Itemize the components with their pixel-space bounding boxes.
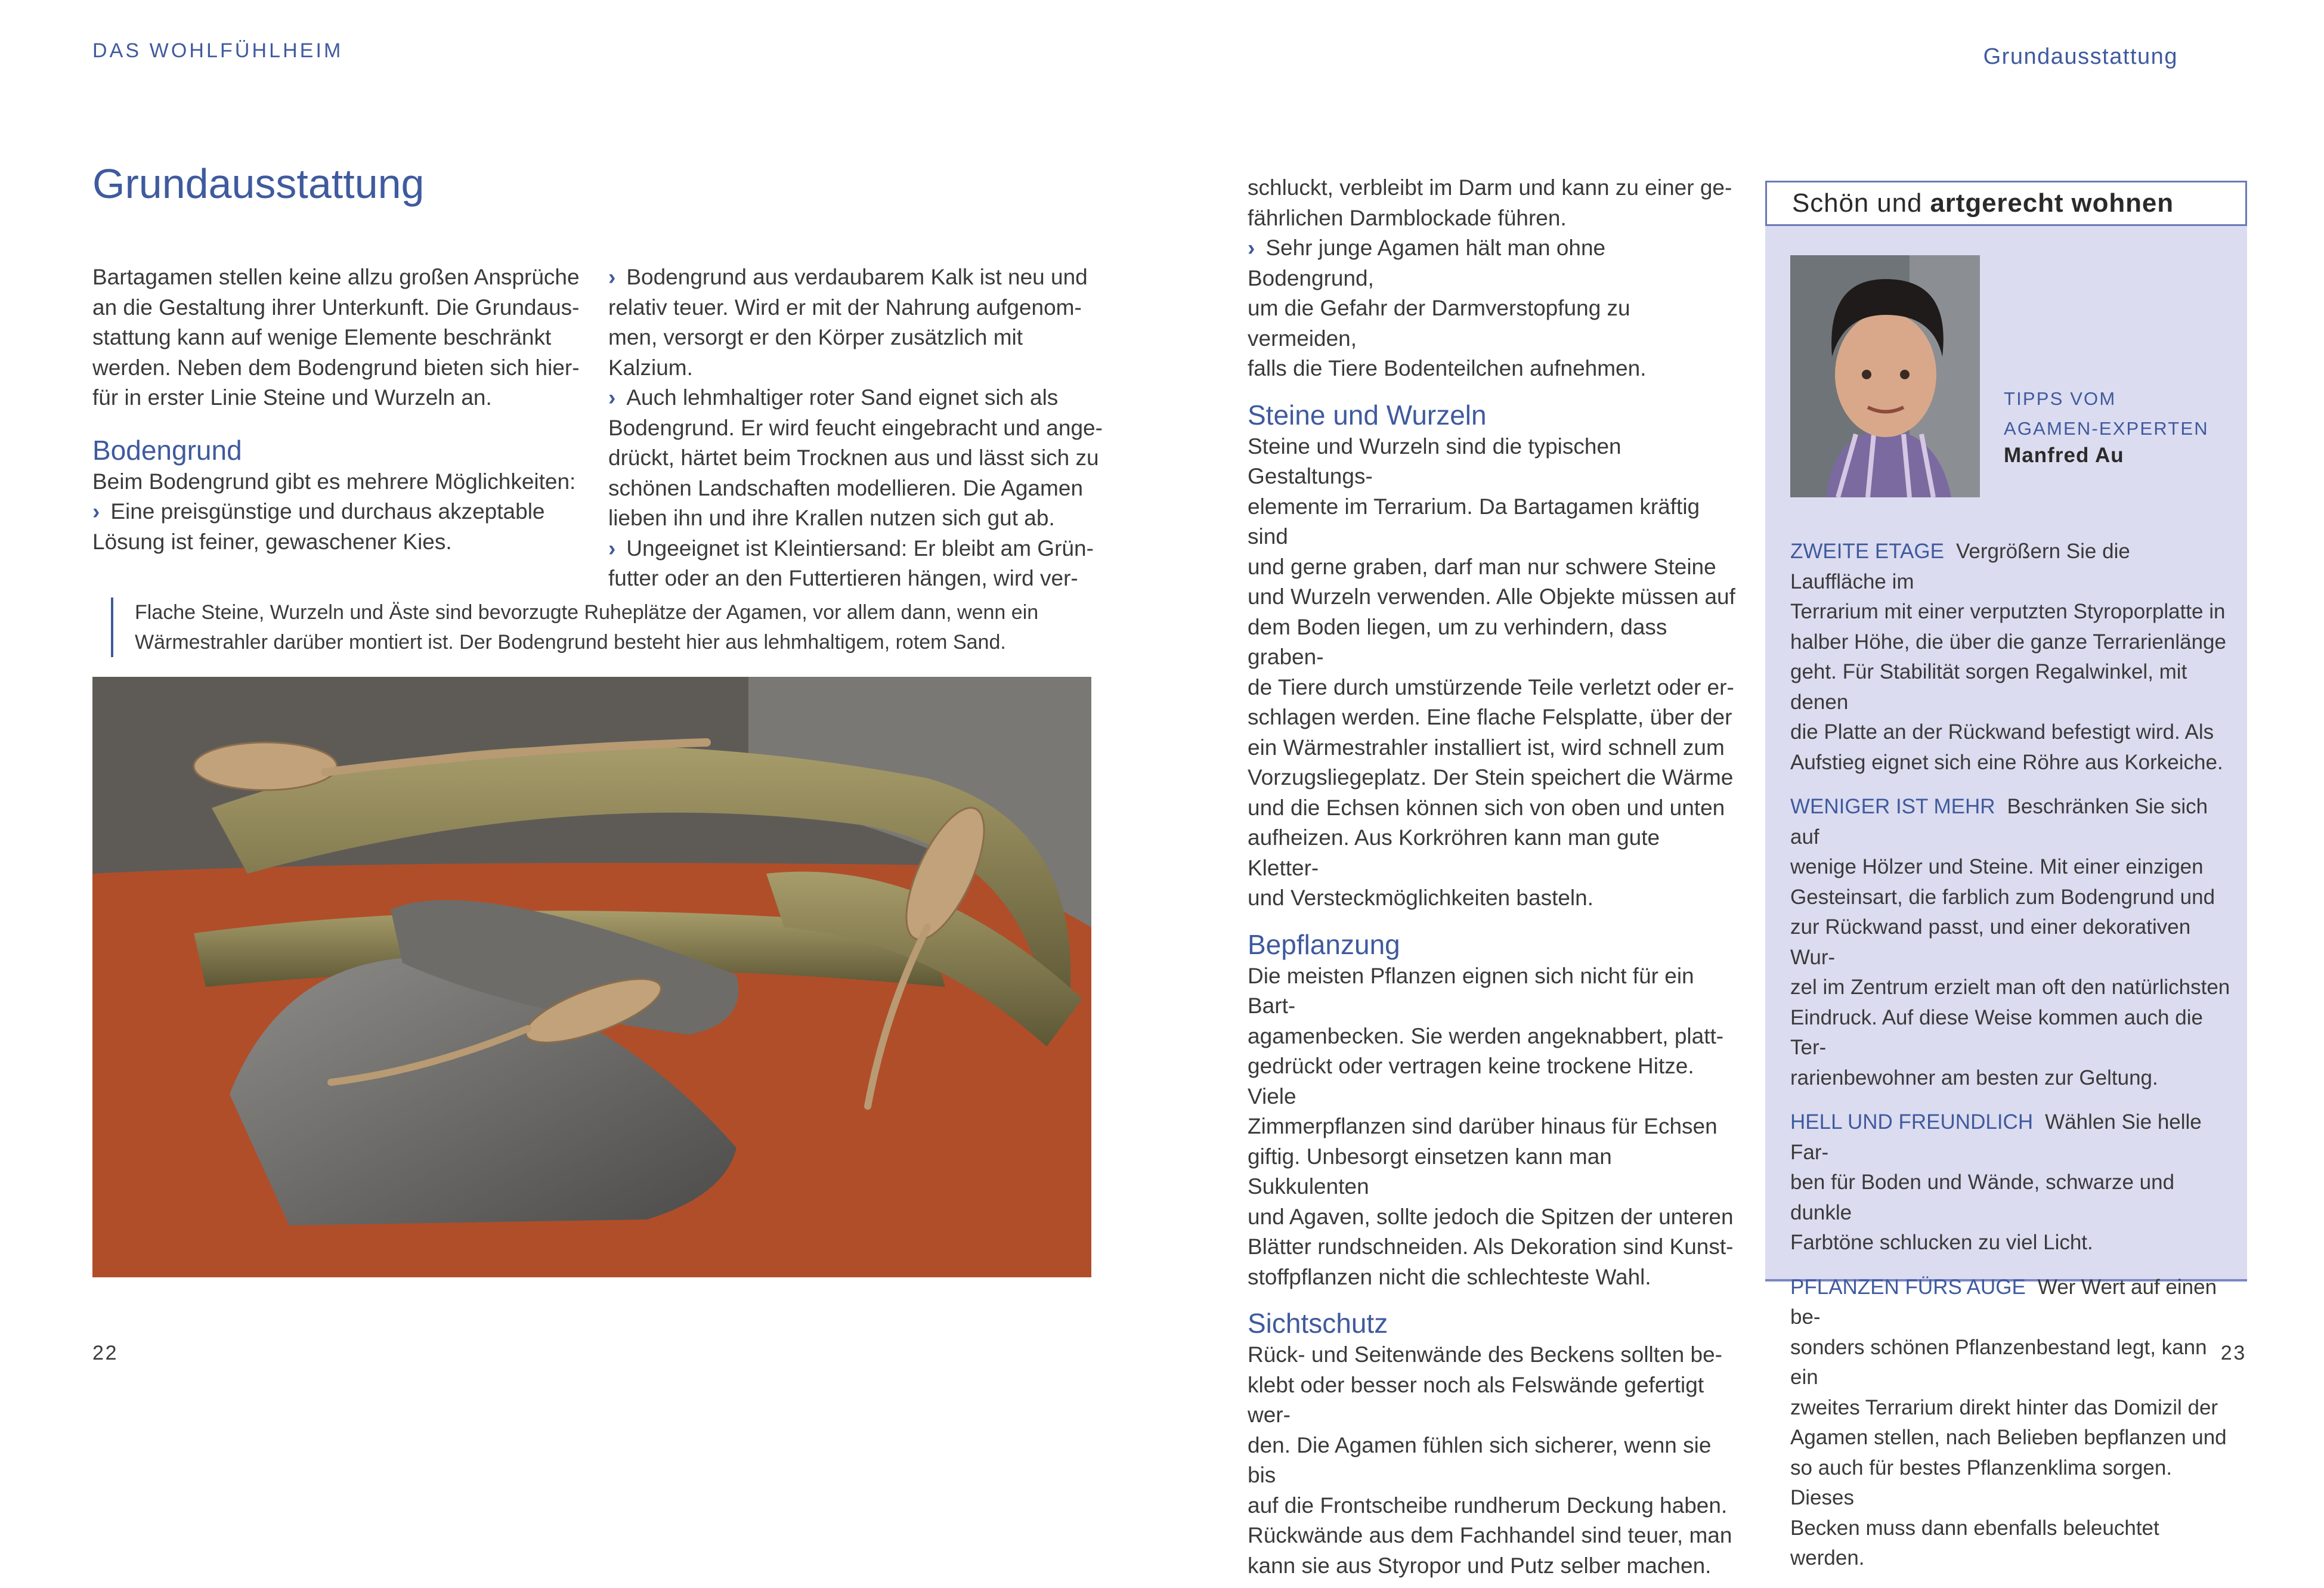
body-line: Lösung ist feiner, gewaschener Kies. — [92, 529, 452, 554]
tip-pflanzen-fuers-auge: PFLANZEN FÜRS AUGE Wer Wert auf einen be- sonders schönen Pflanzenbestand legt, kann ein zweites Terrarium direkt hinter das Domizil der Agamen stellen, nach Belieben bepflanzen und so auch für bestes Pflanzenklima sorgen. Dieses Becken muss dann ebenfalls beleuchtet werden. — [1790, 1275, 2227, 1570]
photo-caption — [111, 598, 1089, 657]
body-line: Bodengrund. Er wird feucht eingebracht und ange- — [608, 415, 1103, 440]
body-line: men, versorgt er den Körper zusätzlich mit Kalzium. — [608, 325, 1023, 380]
body-line: agamenbecken. Sie werden angeknabbert, platt- — [1248, 1023, 1724, 1048]
body-line: stoffpflanzen nicht die schlechteste Wahl. — [1248, 1264, 1651, 1289]
column-1 — [92, 262, 587, 557]
page-title: Grundausstattung — [92, 160, 425, 207]
body-line: und Wurzeln verwenden. Alle Objekte müssen auf — [1248, 584, 1735, 609]
body-line: Rückwände aus dem Fachhandel sind teuer, man — [1248, 1523, 1732, 1547]
heading-steine-und-wurzeln: Steine und Wurzeln — [1248, 399, 1487, 431]
tip-weniger-ist-mehr: WENIGER IST MEHR Beschränken Sie sich auf wenige Hölzer und Steine. Mit einer einzigen Gesteinsart, die farblich zum Bodengrund und zur Rückwand passt, und einer dekorativen Wur- zel im Zentrum erzielt man oft den natürlichsten Eindruck. Auf diese Weise kommen auch die Ter- rarienbewohner am besten zur Geltung. — [1790, 795, 2230, 1089]
body-line: und gerne graben, darf man nur schwere Steine — [1248, 554, 1716, 579]
body-line: kann sie aus Styropor und Putz selber machen. — [1248, 1553, 1712, 1578]
intro-line: für in erster Linie Steine und Wurzeln an. — [92, 385, 492, 410]
expert-label-line: AGAMEN-EXPERTEN — [2004, 418, 2209, 439]
column-3 — [1248, 173, 1737, 1581]
bearded-dragons-photo — [92, 677, 1091, 1277]
caption-line: Wärmestrahler darüber montiert ist. Der Bodengrund besteht hier aus lehmhaltigem, rotem Sand. — [135, 631, 1006, 654]
intro-line: an die Gestaltung ihrer Unterkunft. Die Grundaus- — [92, 295, 580, 320]
body-line: schluckt, verbleibt im Darm und kann zu einer ge- — [1248, 175, 1732, 200]
body-line: gedrückt oder vertragen keine trockene Hitze. Viele — [1248, 1054, 1694, 1109]
body-line: futter oder an den Futtertieren hängen, wird ver- — [608, 566, 1078, 590]
body-line: fährlichen Darmblockade führen. — [1248, 205, 1567, 230]
tip-title: WENIGER IST MEHR — [1790, 795, 1995, 818]
chevron-right-icon: › — [608, 535, 616, 561]
body-line: und Versteckmöglichkeiten basteln. — [1248, 886, 1594, 910]
body-line: Zimmerpflanzen sind darüber hinaus für Echsen — [1248, 1114, 1718, 1138]
bullet-line: › Auch lehmhaltiger roter Sand eignet sich als — [608, 385, 1059, 410]
body-line: um die Gefahr der Darmverstopfung zu vermeiden, — [1248, 296, 1630, 351]
body-line: lieben ihn und ihre Krallen nutzen sich gut ab. — [608, 506, 1055, 530]
bullet-line: › Bodengrund aus verdaubarem Kalk ist neu und — [608, 265, 1088, 289]
intro-line: werden. Neben dem Bodengrund bieten sich hier- — [92, 355, 580, 380]
bullet-line: › Eine preisgünstige und durchaus akzeptable — [92, 499, 545, 524]
body-line: Vorzugsliegeplatz. Der Stein speichert die Wärme — [1248, 765, 1734, 790]
expert-block — [2004, 384, 2209, 468]
tip-title: ZWEITE ETAGE — [1790, 540, 1944, 563]
tip-hell-und-freundlich: HELL UND FREUNDLICH Wählen Sie helle Far- ben für Boden und Wände, schwarze und dunkle Farbtöne schlucken zu viel Licht. — [1790, 1110, 2202, 1254]
lizards-illustration — [92, 677, 1091, 1277]
chevron-right-icon: › — [1248, 236, 1255, 260]
body-line: klebt oder besser noch als Felswände gefertigt wer- — [1248, 1372, 1704, 1427]
caption-line: Flache Steine, Wurzeln und Äste sind bevorzugte Ruheplätze der Agamen, vor allem dann, wenn ein — [135, 601, 1039, 624]
sidebar-tips — [1790, 537, 2232, 1588]
heading-bepflanzung: Bepflanzung — [1248, 928, 1400, 960]
sidebar-heading: Schön und artgerecht wohnen — [1765, 181, 2247, 226]
body-line: falls die Tiere Bodenteilchen aufnehmen. — [1248, 356, 1647, 380]
page-number-right: 23 — [2220, 1342, 2246, 1364]
expert-photo — [1790, 255, 1980, 497]
body-line: Steine und Wurzeln sind die typischen Gestaltungs- — [1248, 434, 1621, 488]
body-line: schönen Landschaften modellieren. Die Agamen — [608, 475, 1084, 500]
body-line: schlagen werden. Eine flache Felsplatte, über der — [1248, 705, 1732, 729]
body-line: dem Boden liegen, um zu verhindern, dass graben- — [1248, 614, 1667, 669]
body-line: relativ teuer. Wird er mit der Nahrung aufgenom- — [608, 295, 1082, 320]
body-line: und die Echsen können sich von oben und unten — [1248, 795, 1725, 820]
expert-portrait — [1790, 255, 1980, 497]
body-line: ein Wärmestrahler installiert ist, wird schnell zum — [1248, 735, 1725, 760]
heading-sichtschutz: Sichtschutz — [1248, 1308, 1388, 1339]
intro-line: Bartagamen stellen keine allzu großen Ansprüche — [92, 265, 580, 289]
chevron-right-icon: › — [92, 499, 100, 524]
body-line: giftig. Unbesorgt einsetzen kann man Sukkulenten — [1248, 1144, 1612, 1199]
body-line: Rück- und Seitenwände des Beckens sollten be- — [1248, 1342, 1722, 1367]
chevron-right-icon: › — [608, 265, 616, 289]
running-header-right: Grundausstattung — [1983, 44, 2178, 69]
tip-zweite-etage: ZWEITE ETAGE Vergrößern Sie die Lauffläche im Terrarium mit einer verputzten Styroporplatte in halber Höhe, die über die ganze Terrarienlänge geht. Für Stabilität sorgen Regalwinkel, mit denen die Platte an der Rückwand befestigt wird. Als Aufstieg eignet sich eine Röhre aus Korkeiche. — [1790, 540, 2226, 774]
expert-label-line: TIPPS VOM — [2004, 388, 2116, 409]
tip-title: PFLANZEN FÜRS AUGE — [1790, 1275, 2026, 1299]
body-line: Beim Bodengrund gibt es mehrere Möglichkeiten: — [92, 469, 576, 494]
tip-title: HELL UND FREUNDLICH — [1790, 1110, 2034, 1134]
column-2 — [608, 262, 1103, 594]
body-line: elemente im Terrarium. Da Bartagamen kräftig sind — [1248, 494, 1700, 549]
page-number-left: 22 — [92, 1342, 119, 1364]
body-line: auf die Frontscheibe rundherum Deckung haben. — [1248, 1493, 1728, 1518]
body-line: den. Die Agamen fühlen sich sicherer, wenn sie bis — [1248, 1432, 1712, 1487]
body-line: drückt, härtet beim Trocknen aus und lässt sich zu — [608, 445, 1099, 470]
bullet-line: › Sehr junge Agamen hält man ohne Bodengrund, — [1248, 236, 1606, 290]
body-line: de Tiere durch umstürzende Teile verletzt oder er- — [1248, 674, 1734, 699]
body-line: und Agaven, sollte jedoch die Spitzen der unteren — [1248, 1204, 1734, 1229]
expert-name: Manfred Au — [2004, 444, 2124, 467]
bullet-line: › Ungeeignet ist Kleintiersand: Er bleibt am Grün- — [608, 535, 1094, 561]
body-line: Die meisten Pflanzen eignen sich nicht für ein Bart- — [1248, 963, 1694, 1018]
running-header-left: DAS WOHLFÜHLHEIM — [92, 39, 344, 62]
chevron-right-icon: › — [608, 385, 616, 410]
body-line: Blätter rundschneiden. Als Dekoration sind Kunst- — [1248, 1234, 1734, 1259]
body-line: aufheizen. Aus Korkröhren kann man gute Kletter- — [1248, 825, 1660, 880]
intro-line: stattung kann auf wenige Elemente beschränkt — [92, 325, 552, 349]
heading-bodengrund: Bodengrund — [92, 434, 242, 466]
